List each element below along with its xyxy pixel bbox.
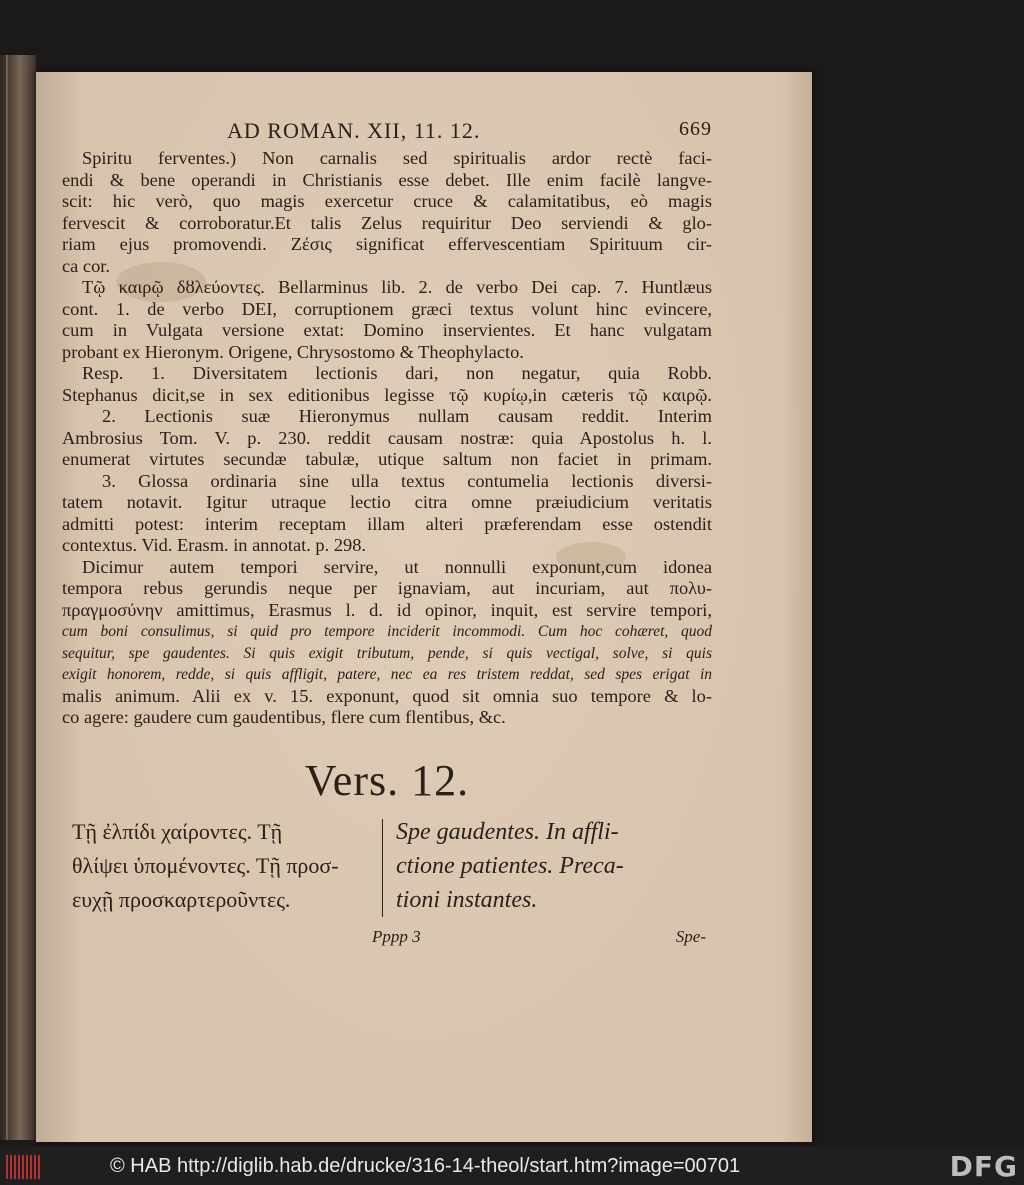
text-line: scit: hic verò, quo magis exercetur cruce & calamitatibus, eò magis xyxy=(62,191,712,211)
latin-line: Spe gaudentes. In affli- xyxy=(396,818,619,845)
text-line: cum boni consulimus, si quid pro tempore inciderit incommodi. Cum hoc cohæret, quod xyxy=(62,623,712,640)
text-line: fervescit & corroboratur.Et talis Zelus requiritur Deo serviendi & glo- xyxy=(62,212,712,233)
signature-mark: Pppp 3 xyxy=(372,926,421,946)
text-line: cont. 1. de verbo DEI, corruptionem græci textus volunt hinc evincere, xyxy=(62,298,712,319)
text-line: cum in Vulgata versione extat: Domino inservientes. Et hanc vulgatam xyxy=(62,320,712,340)
text-line: tempora rebus gerundis neque per ignaviam, aut incuriam, aut πολυ- xyxy=(62,578,712,598)
greek-line: Τῇ ἐλπίδι χαίροντες. Τῇ xyxy=(72,818,283,844)
page-header xyxy=(62,116,712,148)
dfg-logo: DFG xyxy=(949,1150,1018,1183)
greek-line: θλίψει ὑπομένοντες. Τῇ προσ- xyxy=(72,852,339,878)
text-line: co agere: gaudere cum gaudentibus, flere cum flentibus, &c. xyxy=(62,707,506,727)
greek-line: ευχῇ προσκαρτεροῦντες. xyxy=(72,886,291,912)
text-line: Τῷ καιρῷ δȣλεύοντες. Bellarminus lib. 2. de verbo Dei cap. 7. Huntlæus xyxy=(82,277,712,297)
running-head: AD ROMAN. XII, 11. 12. xyxy=(227,118,481,143)
text-line: malis animum. Alii ex v. 15. exponunt, quod sit omnia suo tempore & lo- xyxy=(62,685,712,706)
page-number: 669 xyxy=(679,118,712,140)
greek-verse-column xyxy=(72,815,372,917)
body-text xyxy=(62,148,712,729)
column-divider xyxy=(382,819,383,917)
latin-line: ctione patientes. Preca- xyxy=(396,852,624,879)
text-line: Dicimur autem tempori servire, ut nonnulli exponunt,cum idonea xyxy=(82,556,712,577)
text-line: Spiritu ferventes.) Non carnalis sed spiritualis ardor rectè faci- xyxy=(82,148,712,168)
text-line: probant ex Hieronym. Origene, Chrysostomo & Theophylacto. xyxy=(62,341,524,362)
text-line: Resp. 1. Diversitatem lectionis dari, non negatur, quia Robb. xyxy=(82,363,712,383)
text-line: contextus. Vid. Erasm. in annotat. p. 298. xyxy=(62,535,367,555)
book-page-edges xyxy=(0,55,36,1140)
scanned-page xyxy=(36,72,812,1142)
text-line: πραγμοσύνην amittimus, Erasmus l. d. id opinor, inquit, est servire tempori, xyxy=(62,599,712,620)
text-line: exigit honorem, redde, si quis affligit, patere, nec ea res tristem reddat, sed spes erigat in xyxy=(62,666,712,683)
text-line: 2. Lectionis suæ Hieronymus nullam causam reddit. Interim xyxy=(102,406,712,426)
text-line: sequitur, spe gaudentes. Si quis exigit tributum, pende, si quis vectigal, solve, si quis xyxy=(62,644,712,662)
catchword: Spe- xyxy=(675,926,706,946)
text-line: 3. Glossa ordinaria sine ulla textus contumelia lectionis diversi- xyxy=(102,470,712,491)
copyright-link[interactable]: © HAB http://diglib.hab.de/drucke/316-14-theol/start.htm?image=00701 xyxy=(110,1155,741,1177)
text-line: ca cor. xyxy=(62,255,110,276)
text-line: Stephanus dicit,se in sex editionibus legisse τῷ κυρίῳ,in cæteris τῷ καιρῷ. xyxy=(62,384,712,405)
text-line: admitti potest: interim receptam illam alteri præferendam esse ostendit xyxy=(62,513,712,534)
text-line: enumerat virtutes secundæ tabulæ, utique saltum non faciet in primam. xyxy=(62,449,712,469)
barcode-icon xyxy=(6,1155,44,1179)
latin-line: tioni instantes. xyxy=(396,886,538,913)
text-line: Ambrosius Tom. V. p. 230. reddit causam nostræ: quia Apostolus h. l. xyxy=(62,427,712,448)
text-line: endi & bene operandi in Christianis esse debet. Ille enim facilè langve- xyxy=(62,169,712,190)
verse-columns xyxy=(62,815,712,923)
page-text-block xyxy=(62,116,712,957)
text-line: riam ejus promovendi. Ζέσις significat effervescentiam Spirituum cir- xyxy=(62,234,712,254)
latin-verse-column xyxy=(396,815,712,917)
page-footer xyxy=(62,927,712,957)
verse-heading: Vers. 12. xyxy=(304,755,470,805)
viewer-footer-bar xyxy=(0,1147,1024,1185)
text-line: tatem notavit. Igitur utraque lectio citra omne præiudicium veritatis xyxy=(62,492,712,512)
